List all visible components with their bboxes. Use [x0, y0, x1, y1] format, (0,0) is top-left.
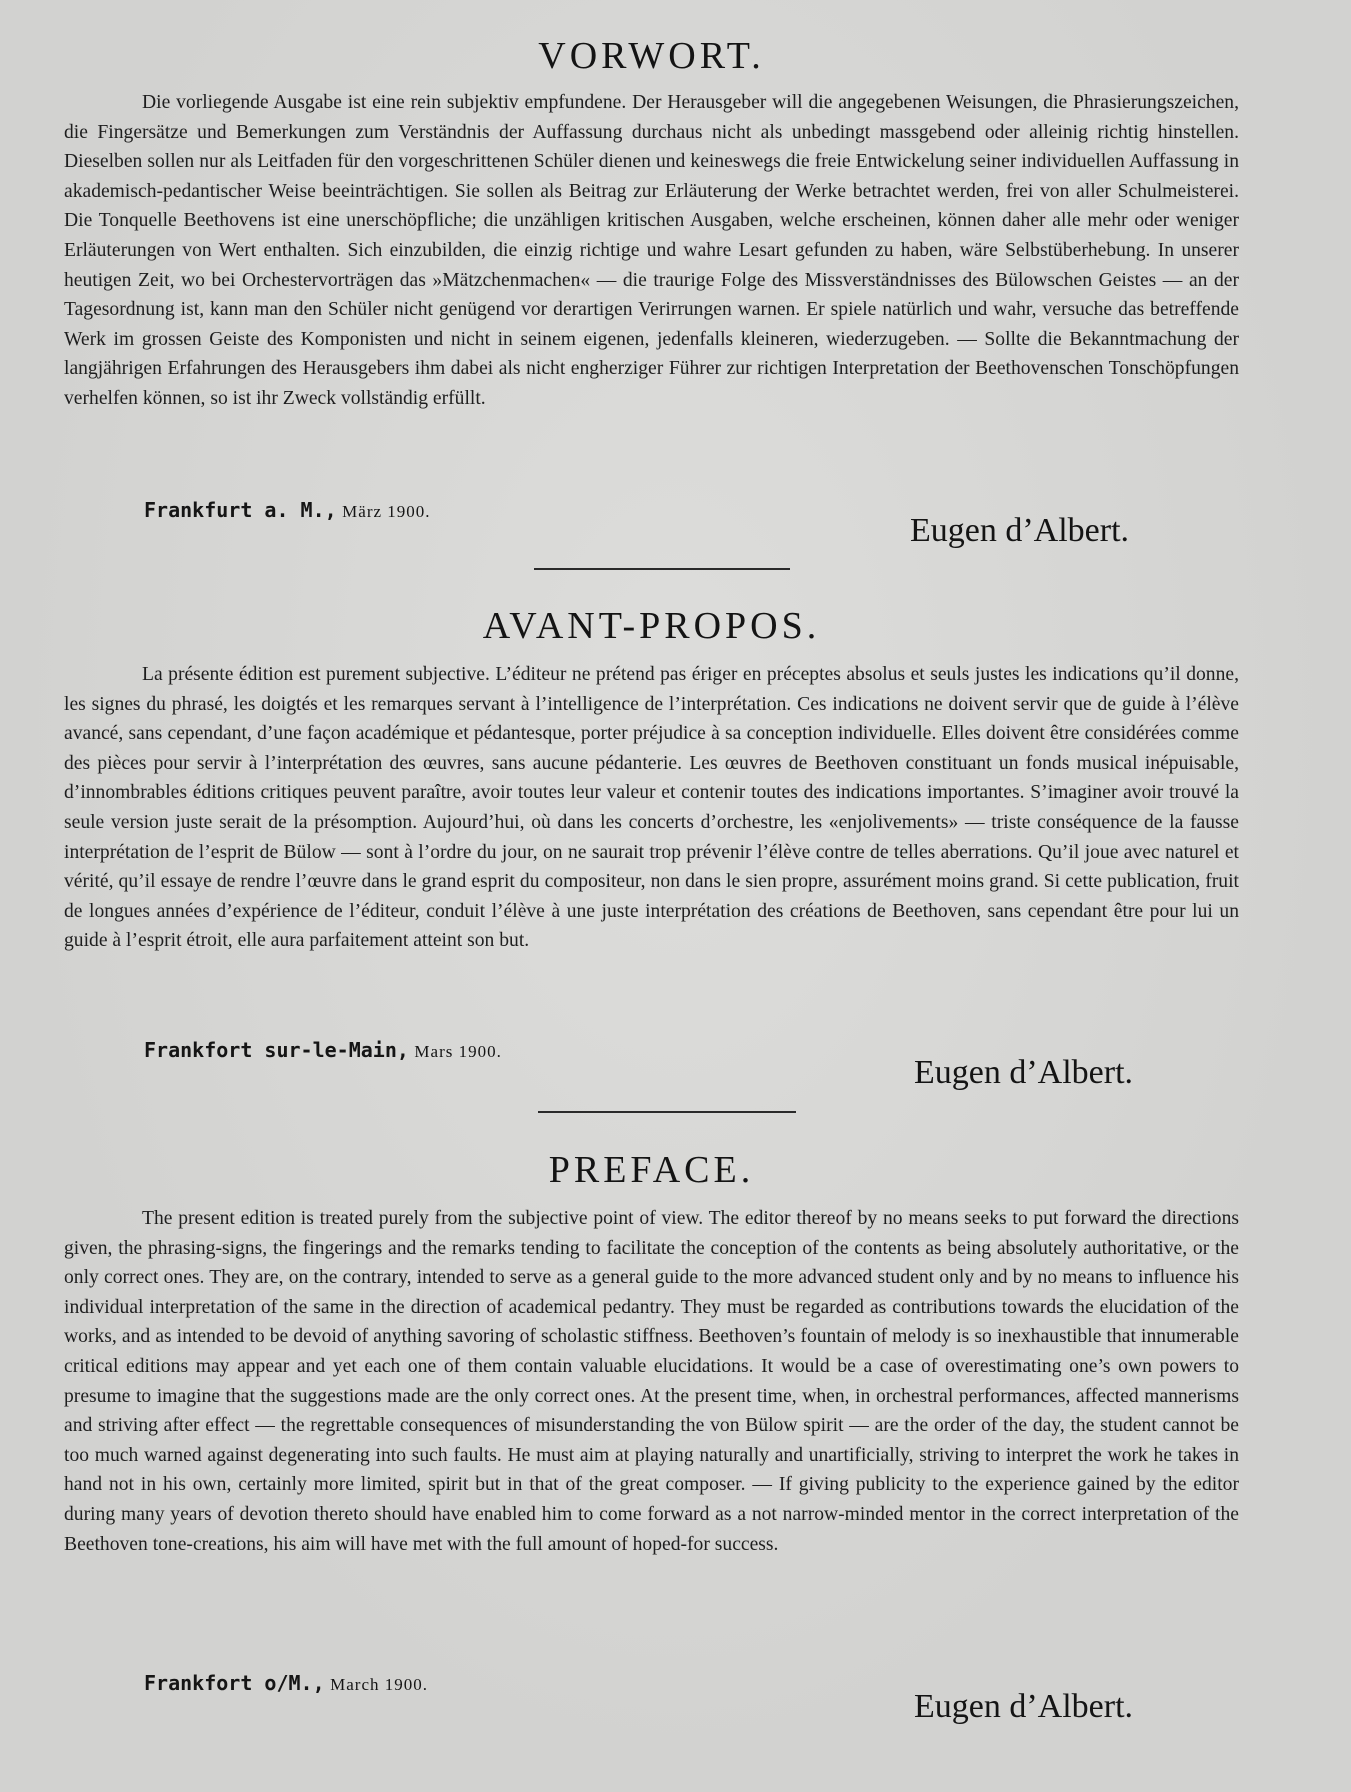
avant-propos-date: Mars 1900.	[414, 1042, 502, 1061]
avant-propos-heading: AVANT-PROPOS.	[482, 605, 821, 647]
avant-propos-place: Frankfort sur-le-Main,	[144, 1038, 409, 1062]
vorwort-body: Die vorliegende Ausgabe ist eine rein subjektiv empfundene. Der Herausgeber will die angegebenen Weisungen, die Phrasierungszeichen, die Fingersätze und Bemerkungen zum Verständnis der Auffassung durchaus nicht als unbedingt massgebend oder alleinig richtig hinstellen. Dieselben sollen nur als Leitfaden für den vorgeschrittenen Schüler dienen und keineswegs die freie Entwickelung seiner individuellen Auffassung in akademisch-pedantischer Weise beeinträchtigen. Sie sollen als Beitrag zur Erläuterung der Werke betrachtet werden, frei von aller Schulmeisterei. Die Tonquelle Beethovens ist eine unerschöpfliche; die unzähligen kritischen Ausgaben, welche erscheinen, können daher alle mehr oder weniger Erläuterungen von Wert enthalten. Sich einzubilden, die einzig richtige und wahre Lesart gefunden zu haben, wäre Selbstüberhebung. In unserer heutigen Zeit, wo bei Orchestervorträgen das »Mätzchenmachen« — die traurige Folge des Missverständnisses des Bülowschen Geistes — an der Tagesordnung ist, kann man den Schüler nicht genügend vor derartigen Verirrungen warnen. Er spiele natürlich und wahr, versuche das betreffende Werk im grossen Geiste des Komponisten und nicht in seinem eigenen, jedenfalls kleineren, wiederzugeben. — Sollte die Bekanntmachung der langjährigen Erfahrungen des Herausgebers ihm dabei als nicht engherziger Führer zur richtigen Interpretation der Beethovenschen Tonschöpfungen verhelfen können, so ist ihr Zweck vollständig erfüllt.	[64, 92, 1239, 409]
preface-body: The present edition is treated purely from the subjective point of view. The editor thereof by no means seeks to put forward the directions given, the phrasing-signs, the fingerings and the remarks tending to facilitate the conception of the contents as being absolutely authoritative, or the only correct ones. They are, on the contrary, intended to serve as a general guide to the more advanced student only and by no means to influence his individual interpretation of the same in the direction of academical pedantry. They must be regarded as contributions towards the elucidation of the works, and as intended to be devoid of anything savoring of scholastic stiffness. Beethoven’s fountain of melody is so inexhaustible that innumerable critical editions may appear and yet each one of them contain valuable elucidations. It would be a case of overestimating one’s own powers to presume to imagine that the suggestions made are the only correct ones. At the present time, when, in orchestral performances, affected mannerisms and striving after effect — the regrettable consequences of misunderstanding the von Bülow spirit — are the order of the day, the student cannot be too much warned against degenerating into such faults. He must aim at playing naturally and unartificially, striving to interpret the work he takes in hand not in his own, certainly more limited, spirit but in that of the great composer. — If giving publicity to the experience gained by the editor during many years of devotion thereto should have enabled him to come forward as a not narrow-minded mentor in the correct interpretation of the Beethoven tone-creations, his aim will have met with the full amount of hoped-for success.	[64, 1208, 1239, 1555]
vorwort-place-date	[144, 497, 431, 523]
section-divider	[534, 568, 790, 570]
avant-propos-signature: Eugen d’Albert.	[914, 1054, 1134, 1091]
preface-date: March 1900.	[330, 1675, 428, 1694]
preface-signature: Eugen d’Albert.	[914, 1688, 1134, 1725]
preface-place-date	[144, 1670, 428, 1696]
avant-propos-body: La présente édition est purement subjective. L’éditeur ne prétend pas ériger en préceptes absolus et seuls justes les indications qu’il donne, les signes du phrasé, les doigtés et les remarques servant à l’intelligence de l’interprétation. Ces indications ne doivent servir que de guide à l’élève avancé, sans cependant, d’une façon académique et pédantesque, porter préjudice à sa conception individuelle. Elles doivent être considérées comme des pièces pour servir à l’interprétation des œuvres, sans aucune pédanterie. Les œuvres de Beethoven constituant un fonds musical inépuisable, d’innombrables éditions critiques peuvent paraître, avoir toutes leur valeur et contenir toutes des indications importantes. S’imaginer avoir trouvé la seule version juste serait de la présomption. Aujourd’hui, où dans les concerts d’orchestre, les «enjolivements» — triste conséquence de la fausse interprétation de l’esprit de Bülow — sont à l’ordre du jour, on ne saurait trop prévenir l’élève contre de telles aberrations. Qu’il joue avec naturel et vérité, qu’il essaye de rendre l’œuvre dans le grand esprit du compositeur, non dans le sien propre, assurément moins grand. Si cette publication, fruit de longues années d’expérience de l’éditeur, conduit l’élève à une juste interprétation des créations de Beethoven, sans cependant être pour lui un guide à l’esprit étroit, elle aura parfaitement atteint son but.	[64, 664, 1239, 952]
section-divider	[538, 1111, 796, 1113]
vorwort-signature: Eugen d’Albert.	[910, 512, 1130, 549]
vorwort-date: März 1900.	[342, 502, 431, 521]
vorwort-place: Frankfurt a. M.,	[144, 498, 337, 522]
avant-propos-place-date	[144, 1037, 502, 1063]
preface-place: Frankfort o/M.,	[144, 1671, 325, 1695]
vorwort-heading: VORWORT.	[538, 35, 765, 77]
preface-heading: PREFACE.	[548, 1149, 755, 1191]
